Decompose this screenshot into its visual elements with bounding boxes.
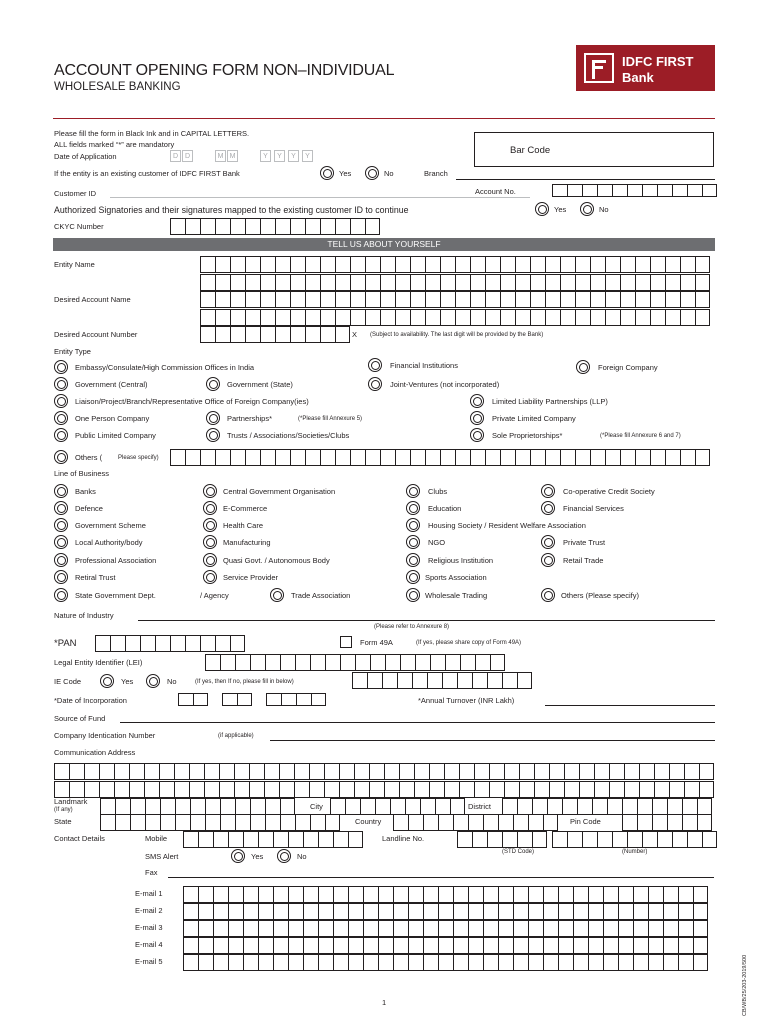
partnerships-note: (*Please fill Annexure 5) xyxy=(298,416,363,422)
auth-yes-label: Yes xyxy=(554,205,567,214)
gov-central-radio[interactable] xyxy=(54,377,68,391)
lob-quasi-label: Quasi Govt. / Autonomous Body xyxy=(223,556,330,565)
sole-label: Sole Proprietorships* xyxy=(492,431,563,440)
desired-name-label: Desired Account Name xyxy=(54,295,131,304)
landline-label: Landline No. xyxy=(382,834,425,843)
foreign-label: Foreign Company xyxy=(598,363,658,372)
lob-local-label: Local Authority/body xyxy=(75,538,143,547)
entity-type-label: Entity Type xyxy=(54,347,91,356)
email-3-boxes[interactable] xyxy=(183,920,708,937)
address-row1[interactable] xyxy=(54,763,714,780)
date-label: Date of Application xyxy=(54,152,117,161)
logo-mark-icon xyxy=(584,53,614,83)
account-no-boxes[interactable] xyxy=(552,184,717,197)
lob-ecom-radio[interactable] xyxy=(203,501,217,515)
email-4-label: E-mail 4 xyxy=(135,940,163,949)
sole-note: (*Please fill Annexure 6 and 7) xyxy=(600,433,681,439)
fax-line xyxy=(168,877,714,878)
liaison-label: Liaison/Project/Branch/Representative Office of Foreign Company(ies) xyxy=(75,397,309,406)
trusts-radio[interactable] xyxy=(206,428,220,442)
ie-code-label: IE Code xyxy=(54,677,82,686)
sms-alert-label: SMS Alert xyxy=(145,852,179,861)
embassy-label: Embassy/Consulate/High Commission Offices in India xyxy=(75,363,255,372)
lob-education-label: Education xyxy=(428,504,462,513)
lob-sports-radio[interactable] xyxy=(406,570,420,584)
landmark-boxes[interactable] xyxy=(100,798,295,815)
lob-service-label: Service Provider xyxy=(223,573,279,582)
email-5-label: E-mail 5 xyxy=(135,957,163,966)
header-divider xyxy=(53,118,715,119)
mandatory-note: ALL fields marked “*” are mandatory xyxy=(54,140,175,149)
public-label: Public Limited Company xyxy=(75,431,156,440)
section-header: TELL US ABOUT YOURSELF xyxy=(53,238,715,251)
lob-manufacturing-radio[interactable] xyxy=(203,535,217,549)
financial-radio[interactable] xyxy=(368,358,382,372)
address-row2[interactable] xyxy=(54,781,714,798)
lob-professional-radio[interactable] xyxy=(54,553,68,567)
city-label: City xyxy=(310,802,323,811)
account-no-label: Account No. xyxy=(475,187,516,196)
existing-yes-radio[interactable] xyxy=(320,166,334,180)
jv-label: Joint-Ventures (not incorporated) xyxy=(390,380,500,389)
existing-no-radio[interactable] xyxy=(365,166,379,180)
desired-name-row1[interactable] xyxy=(200,291,710,308)
lob-wholesale-radio[interactable] xyxy=(406,588,420,602)
sole-radio[interactable] xyxy=(470,428,484,442)
opc-radio[interactable] xyxy=(54,411,68,425)
others-specify-boxes[interactable] xyxy=(170,449,710,466)
district-label: District xyxy=(468,802,491,811)
lob-banks-label: Banks xyxy=(75,487,96,496)
email-4-boxes[interactable] xyxy=(183,937,708,954)
industry-line xyxy=(138,620,715,621)
public-radio[interactable] xyxy=(54,428,68,442)
form-title: ACCOUNT OPENING FORM NON–INDIVIDUAL xyxy=(54,62,395,79)
mobile-label: Mobile xyxy=(145,834,168,843)
others-label: Others ( xyxy=(75,453,103,462)
industry-note: (Please refer to Annexure 8) xyxy=(374,624,450,630)
landline-boxes[interactable] xyxy=(552,831,717,848)
branch-line xyxy=(456,179,715,180)
embassy-radio[interactable] xyxy=(54,360,68,374)
lob-health-radio[interactable] xyxy=(203,518,217,532)
lob-religious-radio[interactable] xyxy=(406,553,420,567)
others-note: Please specify) xyxy=(118,455,159,461)
bank-logo xyxy=(576,45,715,91)
city-boxes[interactable] xyxy=(330,798,465,815)
lob-ecom-label: E-Commerce xyxy=(223,504,268,513)
desired-number-note: (Subject to availability. The last digit will be provided by the Bank) xyxy=(370,332,544,338)
ie-yes-label: Yes xyxy=(121,677,134,686)
lob-defence-label: Defence xyxy=(75,504,103,513)
desired-number-boxes[interactable] xyxy=(200,326,350,343)
lob-local-radio[interactable] xyxy=(54,535,68,549)
lob-agency-label: / Agency xyxy=(200,591,229,600)
cin-label: Company Identication Number xyxy=(54,731,156,740)
turnover-label: *Annual Turnover (INR Lakh) xyxy=(418,696,515,705)
lob-finserv-radio[interactable] xyxy=(541,501,555,515)
auth-signatories-label: Authorized Signatories and their signatures mapped to the existing customer ID to continue xyxy=(54,205,409,215)
std-boxes[interactable] xyxy=(457,831,547,848)
email-2-label: E-mail 2 xyxy=(135,906,163,915)
lob-state-dept-label: State Government Dept. xyxy=(75,591,156,600)
lob-others-label: Others (Please specify) xyxy=(561,591,639,600)
lob-others-radio[interactable] xyxy=(541,588,555,602)
lob-quasi-radio[interactable] xyxy=(203,553,217,567)
lei-boxes[interactable] xyxy=(205,654,505,671)
district-boxes[interactable] xyxy=(502,798,712,815)
financial-label: Financial Institutions xyxy=(390,361,458,370)
lob-manufacturing-label: Manufacturing xyxy=(223,538,271,547)
form49a-checkbox[interactable] xyxy=(340,636,352,648)
auth-no-label: No xyxy=(599,205,609,214)
lob-pvt-trust-radio[interactable] xyxy=(541,535,555,549)
email-3-label: E-mail 3 xyxy=(135,923,163,932)
sms-no-radio[interactable] xyxy=(277,849,291,863)
lob-title: Line of Business xyxy=(54,469,110,478)
contact-label: Contact Details xyxy=(54,834,105,843)
lob-cgo-label: Central Government Organisation xyxy=(223,487,336,496)
incorporation-label: *Date of Incorporation xyxy=(54,696,127,705)
lob-cgo-radio[interactable] xyxy=(203,484,217,498)
source-line xyxy=(120,722,715,723)
lob-trade-label: Trade Association xyxy=(291,591,351,600)
entity-name-row1[interactable] xyxy=(200,256,710,273)
email-1-label: E-mail 1 xyxy=(135,889,163,898)
form49a-note: (If yes, please share copy of Form 49A) xyxy=(416,640,522,646)
email-5-boxes[interactable] xyxy=(183,954,708,971)
gov-central-label: Government (Central) xyxy=(75,380,148,389)
private-label: Private Limited Company xyxy=(492,414,576,423)
state-label: State xyxy=(54,817,72,826)
cin-note: (if applicable) xyxy=(218,733,254,739)
ie-yes-radio[interactable] xyxy=(100,674,114,688)
industry-label: Nature of Industry xyxy=(54,611,114,620)
entity-name-row2[interactable] xyxy=(200,274,710,291)
llp-label: Limited Liability Partnerships (LLP) xyxy=(492,397,608,406)
customer-id-line xyxy=(110,197,530,198)
form49a-label: Form 49A xyxy=(360,638,393,647)
liaison-radio[interactable] xyxy=(54,394,68,408)
logo-text: IDFC FIRST xyxy=(622,54,694,69)
lei-label: Legal Entity Identifier (LEI) xyxy=(54,658,143,667)
lob-housing-radio[interactable] xyxy=(406,518,420,532)
fax-label: Fax xyxy=(145,868,158,877)
lob-coop-radio[interactable] xyxy=(541,484,555,498)
ckyc-label: CKYC Number xyxy=(54,222,104,231)
gov-state-radio[interactable] xyxy=(206,377,220,391)
partnerships-label: Partnerships* xyxy=(227,414,273,423)
lob-state-dept-radio[interactable] xyxy=(54,588,68,602)
lob-education-radio[interactable] xyxy=(406,501,420,515)
lob-ngo-radio[interactable] xyxy=(406,535,420,549)
turnover-line xyxy=(545,705,715,706)
ie-code-boxes[interactable] xyxy=(352,672,532,689)
lob-banks-radio[interactable] xyxy=(54,484,68,498)
comm-label: Communication Address xyxy=(54,748,136,757)
mobile-boxes[interactable] xyxy=(183,831,363,848)
std-note: (STD Code) xyxy=(502,849,535,855)
jv-radio[interactable] xyxy=(368,377,382,391)
customer-id-label: Customer ID xyxy=(54,189,97,198)
incorporation-day-boxes[interactable] xyxy=(178,693,208,706)
lob-professional-label: Professional Association xyxy=(75,556,157,565)
auth-yes-radio[interactable] xyxy=(535,202,549,216)
incorporation-year-boxes[interactable] xyxy=(266,693,326,706)
lob-religious-label: Religious Institution xyxy=(428,556,494,565)
sms-yes-radio[interactable] xyxy=(231,849,245,863)
number-note: (Number) xyxy=(622,849,648,855)
lob-retail-radio[interactable] xyxy=(541,553,555,567)
existing-no-label: No xyxy=(384,169,394,178)
lob-retail-label: Retail Trade xyxy=(563,556,604,565)
ckyc-boxes[interactable] xyxy=(170,218,380,235)
lob-trade-radio[interactable] xyxy=(270,588,284,602)
cin-line xyxy=(270,740,715,741)
lob-defence-radio[interactable] xyxy=(54,501,68,515)
existing-customer-label: If the entity is an existing customer of IDFC FIRST Bank xyxy=(54,169,240,178)
country-label: Country xyxy=(355,817,382,826)
form-code: CB/WB/25/203-2019/500 xyxy=(742,954,748,1016)
pan-boxes[interactable] xyxy=(95,635,245,652)
lob-govscheme-label: Government Scheme xyxy=(75,521,146,530)
lob-clubs-radio[interactable] xyxy=(406,484,420,498)
lob-pvt-trust-label: Private Trust xyxy=(563,538,606,547)
auth-no-radio[interactable] xyxy=(580,202,594,216)
sms-yes-label: Yes xyxy=(251,852,264,861)
desired-number-last-digit: X xyxy=(352,330,358,339)
desired-name-row2[interactable] xyxy=(200,309,710,326)
branch-label: Branch xyxy=(424,169,448,178)
lob-govscheme-radio[interactable] xyxy=(54,518,68,532)
lob-finserv-label: Financial Services xyxy=(563,504,624,513)
llp-radio[interactable] xyxy=(470,394,484,408)
lob-retiral-radio[interactable] xyxy=(54,570,68,584)
private-radio[interactable] xyxy=(470,411,484,425)
ie-note: (If yes, then If no, please fill in below) xyxy=(195,679,294,685)
desired-number-label: Desired Account Number xyxy=(54,330,138,339)
logo-text-bank: Bank xyxy=(622,70,654,85)
form-subtitle: WHOLESALE BANKING xyxy=(54,81,181,93)
lob-clubs-label: Clubs xyxy=(428,487,448,496)
partnerships-radio[interactable] xyxy=(206,411,220,425)
page-number: 1 xyxy=(382,998,387,1007)
pan-label: *PAN xyxy=(54,638,77,649)
lob-housing-label: Housing Society / Resident Welfare Association xyxy=(428,521,586,530)
email-2-boxes[interactable] xyxy=(183,903,708,920)
country-boxes[interactable] xyxy=(393,814,558,831)
lob-health-label: Health Care xyxy=(223,521,264,530)
pin-boxes[interactable] xyxy=(622,814,712,831)
landmark-ifany: (If any) xyxy=(54,807,73,813)
lob-sports-label: Sports Association xyxy=(425,573,487,582)
landmark-label: Landmark xyxy=(54,797,88,806)
instruction-text: Please fill the form in Black Ink and in CAPITAL LETTERS. xyxy=(54,129,250,138)
state-boxes[interactable] xyxy=(100,814,340,831)
pin-label: Pin Code xyxy=(570,817,601,826)
lob-coop-label: Co-operative Credit Society xyxy=(563,487,655,496)
lob-service-radio[interactable] xyxy=(203,570,217,584)
sms-no-label: No xyxy=(297,852,307,861)
ie-no-label: No xyxy=(167,677,177,686)
lob-retiral-label: Retiral Trust xyxy=(75,573,116,582)
others-radio[interactable] xyxy=(54,450,68,464)
existing-yes-label: Yes xyxy=(339,169,352,178)
foreign-radio[interactable] xyxy=(576,360,590,374)
entity-name-label: Entity Name xyxy=(54,260,95,269)
ie-no-radio[interactable] xyxy=(146,674,160,688)
lob-ngo-label: NGO xyxy=(428,538,446,547)
opc-label: One Person Company xyxy=(75,414,150,423)
lob-wholesale-label: Wholesale Trading xyxy=(425,591,488,600)
barcode-label: Bar Code xyxy=(510,145,551,156)
email-1-boxes[interactable] xyxy=(183,886,708,903)
trusts-label: Trusts / Associations/Societies/Clubs xyxy=(227,431,350,440)
gov-state-label: Government (State) xyxy=(227,380,293,389)
source-label: Source of Fund xyxy=(54,714,106,723)
incorporation-month-boxes[interactable] xyxy=(222,693,252,706)
